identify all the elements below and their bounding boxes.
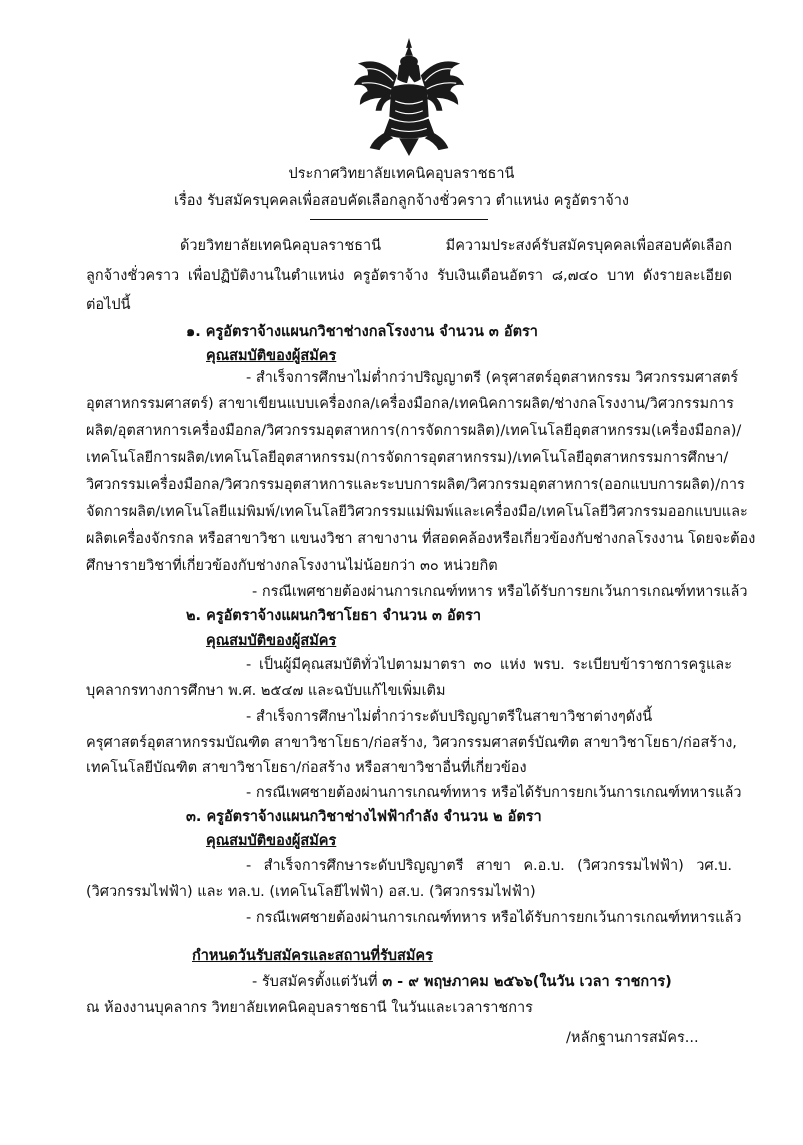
garuda-emblem-icon (350, 36, 468, 158)
qualification-line: - สำเร็จการศึกษาไม่ต่ำกว่าปริญญาตรี (ครุศาสตร์อุตสาหกรรม วิศวกรรมศาสตร์ (246, 370, 739, 386)
qualification-line: (วิศวกรรมไฟฟ้า) และ ทล.บ. (เทคโนโลยีไฟฟ้า) อส.บ. (วิศวกรรมไฟฟ้า) (86, 884, 536, 900)
position-heading-3: ๓. ครูอัตราจ้างแผนกวิชาช่างไฟฟ้ากำลัง จำนวน ๒ อัตรา (186, 809, 542, 825)
qualification-line: เทคโนโลยีบัณฑิต สาขาวิชาโยธา/ก่อสร้าง หรือสาขาวิชาอื่นที่เกี่ยวข้อง (86, 760, 527, 776)
qualification-line: - เป็นผู้มีคุณสมบัติทั่วไปตามมาตรา ๓๐ แห่ง พรบ. ระเบียบข้าราชการครูและ (246, 657, 732, 673)
announcement-title: ประกาศวิทยาลัยเทคนิคอุบลราชธานี (288, 166, 515, 182)
qualification-line: วิศวกรรมเครื่องมือกล/วิศวกรรมอุตสาหการและระบบการผลิต/วิศวกรรมอุตสาหการ(ออกแบบการผลิต)/การ (86, 477, 745, 493)
qualification-line: เทคโนโลยีการผลิต/เทคโนโลยีอุตสาหกรรม(การจัดการอุตสาหกรรม)/เทคโนโลยีอุตสาหกรรมการศึกษา/ (86, 450, 729, 466)
qualification-line: บุคลากรทางการศึกษา พ.ศ. ๒๕๔๗ และฉบับแก้ไขเพิ่มเติม (86, 683, 446, 699)
title-divider (310, 219, 488, 220)
qualifications-heading-3: คุณสมบัติของผู้สมัคร (206, 833, 337, 849)
qualifications-heading-2: คุณสมบัติของผู้สมัคร (206, 633, 337, 649)
qualification-line: ผลิต/อุตสาหการเครื่องมือกล/วิศวกรรมอุตสาหการ(การจัดการผลิต)/เทคโนโลยีอุตสาหกรรม(เครื่องมือกล)/ (86, 423, 742, 439)
qualification-line: ผลิตเครื่องจักรกล หรือสาขาวิชา แขนงวิชา สาขางาน ที่สอดคล้องหรือเกี่ยวข้องกับช่างกลโรงงาน โดยจะต้อง (86, 531, 756, 547)
position-heading-2: ๒. ครูอัตราจ้างแผนกวิชาโยธา จำนวน ๓ อัตรา (186, 608, 482, 624)
intro-line: ด้วยวิทยาลัยเทคนิคอุบลราชธานี มีความประสงค์รับสมัครบุคคลเพื่อสอบคัดเลือก (180, 238, 732, 254)
continuation-marker: /หลักฐานการสมัคร... (566, 1030, 699, 1046)
qualification-line: - สำเร็จการศึกษาระดับปริญญาตรี สาขา ค.อ.บ. (วิศวกรรมไฟฟ้า) วศ.บ. (246, 858, 732, 874)
position-heading-1: ๑. ครูอัตราจ้างแผนกวิชาช่างกลโรงงาน จำนวน ๓ อัตรา (186, 324, 538, 340)
qualification-line: จัดการผลิต/เทคโนโลยีแม่พิมพ์/เทคโนโลยีวิศวกรรมแม่พิมพ์และเครื่องมือ/เทคโนโลยีวิศวกรรมออกแบบและ (86, 504, 748, 520)
qualification-line: ศึกษารายวิชาที่เกี่ยวข้องกับช่างกลโรงงานไม่น้อยกว่า ๓๐ หน่วยกิต (86, 558, 498, 574)
qualification-line: - กรณีเพศชายต้องผ่านการเกณฑ์ทหาร หรือได้รับการยกเว้นการเกณฑ์ทหารแล้ว (252, 584, 748, 600)
schedule-heading: กำหนดวันรับสมัครและสถานที่รับสมัคร (192, 948, 433, 964)
qualification-line: - กรณีเพศชายต้องผ่านการเกณฑ์ทหาร หรือได้รับการยกเว้นการเกณฑ์ทหารแล้ว (246, 785, 742, 801)
schedule-prefix: - รับสมัครตั้งแต่วันที่ (252, 974, 383, 990)
qualifications-heading-1: คุณสมบัติของผู้สมัคร (206, 348, 337, 364)
qualification-line: - กรณีเพศชายต้องผ่านการเกณฑ์ทหาร หรือได้รับการยกเว้นการเกณฑ์ทหารแล้ว (246, 910, 742, 926)
schedule-dates: ๓ - ๙ พฤษภาคม ๒๕๖๖(ในวัน เวลา ราชการ) (382, 974, 672, 990)
announcement-subject: เรื่อง รับสมัครบุคคลเพื่อสอบคัดเลือกลูกจ้างชั่วคราว ตำแหน่ง ครูอัตราจ้าง (173, 193, 630, 209)
qualification-line: - สำเร็จการศึกษาไม่ต่ำกว่าระดับปริญญาตรีในสาขาวิชาต่างๆดังนี้ (246, 709, 653, 725)
intro-line: ลูกจ้างชั่วคราว เพื่อปฏิบัติงานในตำแหน่ง ครูอัตราจ้าง รับเงินเดือนอัตรา ๘,๗๔๐ บาท ดังรายละเอียด (86, 268, 732, 284)
qualification-line: อุตสาหกรรมศาสตร์) สาขาเขียนแบบเครื่องกล/เครื่องมือกล/เทคนิคการผลิต/ช่างกลโรงงาน/วิศวกรรมการ (86, 396, 734, 412)
schedule-line (252, 972, 672, 992)
schedule-location: ณ ห้องงานบุคลากร วิทยาลัยเทคนิคอุบลราชธานี ในวันและเวลาราชการ (86, 1000, 533, 1016)
intro-line: ต่อไปนี้ (86, 297, 131, 313)
qualification-line: ครุศาสตร์อุตสาหกรรมบัณฑิต สาขาวิชาโยธา/ก่อสร้าง, วิศวกรรมศาสตร์บัณฑิต สาขาวิชาโยธา/ก่อสร้าง, (86, 735, 737, 751)
